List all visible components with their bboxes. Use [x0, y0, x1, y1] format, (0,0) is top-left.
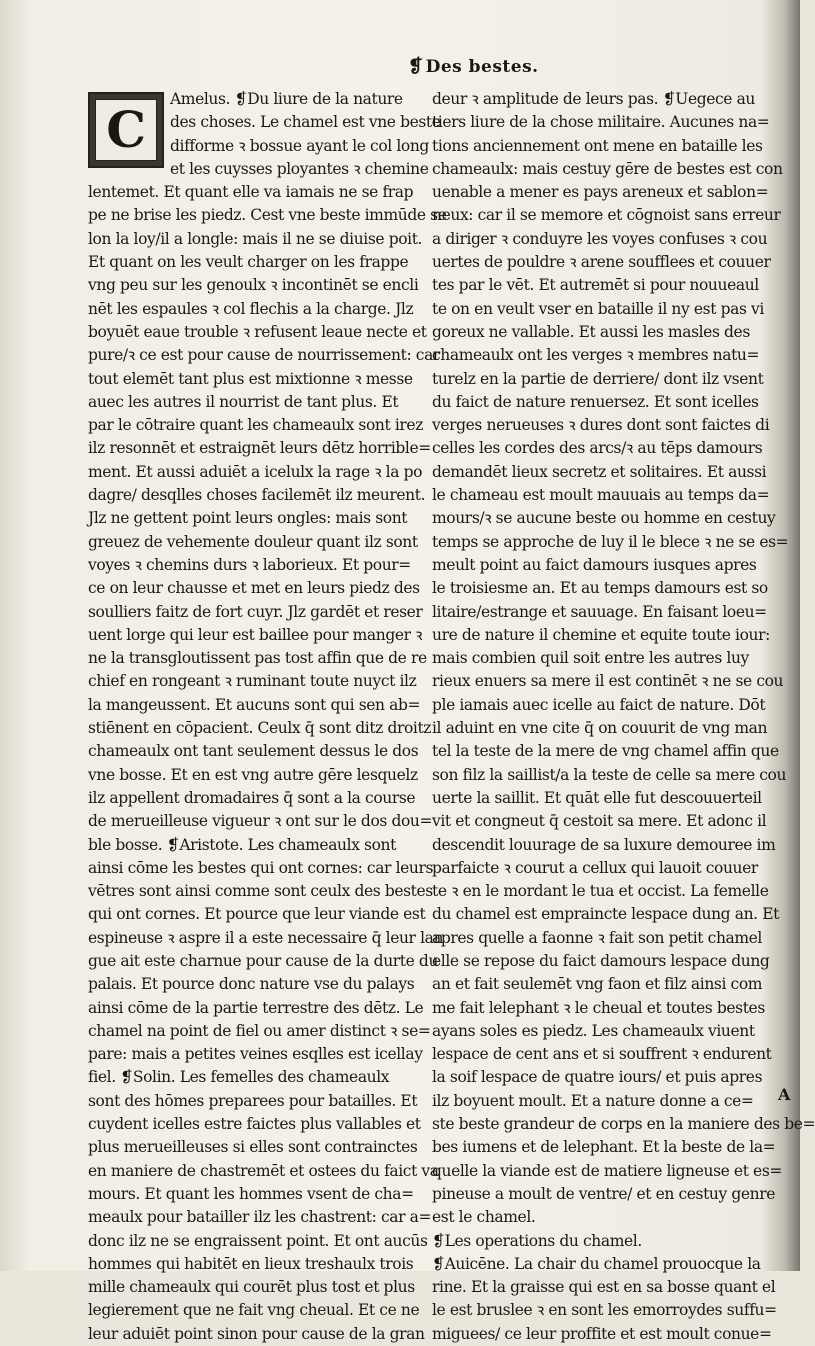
text-line: miguees/ ce leur proffite et est moult conue= — [432, 1324, 772, 1343]
text-line: par le cōtraire quant les chameaulx sont irez — [88, 416, 423, 435]
text-line: chief en rongeant ꝛ ruminant toute nuyct ilz — [88, 672, 417, 691]
text-line: ayans soles es piedz. Les chameaulx viuent — [432, 1021, 755, 1040]
text-line: tel la teste de la mere de vng chamel affin que — [432, 742, 779, 761]
text-line: uent lorge qui leur est baillee pour manger ꝛ — [88, 625, 423, 644]
text-line: la mangeussent. Et aucuns sont qui sen ab= — [88, 695, 421, 714]
text-line: de merueilleuse vigueur ꝛ ont sur le dos dou= — [88, 812, 433, 831]
text-line: ble bosse. ❡Aristote. Les chameaulx sont — [88, 835, 396, 854]
text-line: litaire/estrange et sauuage. En faisant loeu= — [432, 602, 767, 621]
text-line: mours. Et quant les hommes vsent de cha= — [88, 1184, 414, 1203]
pilcrow-icon: ❡ — [408, 56, 424, 77]
text-line: vng peu sur les genoulx ꝛ incontinēt se encli — [88, 276, 419, 295]
text-line: leur aduiēt point sinon pour cause de la gran — [88, 1324, 425, 1343]
text-line: il aduint en vne cite q̄ on couurit de vng man — [432, 719, 768, 738]
decorated-initial — [88, 92, 164, 168]
text-line: bes iumens et de lelephant. Et la beste de la= — [432, 1138, 776, 1157]
text-line: donc ilz ne se engraissent point. Et ont aucūs — [88, 1231, 428, 1250]
text-line: hommes qui habitēt en lieux treshaulx trois — [88, 1254, 414, 1273]
running-head-text: Des bestes. — [425, 57, 539, 77]
text-line: tions anciennement ont mene en bataille les — [432, 136, 763, 155]
text-line: meult point au faict damours iusques apres — [432, 555, 757, 574]
text-line: des choses. Le chamel est vne beste — [170, 113, 441, 132]
text-line: uertes de pouldre ꝛ arene soufflees et couuer — [432, 253, 771, 272]
text-line: pare: mais a petites veines esqlles est icellay — [88, 1045, 423, 1064]
text-line: ment. Et aussi aduiēt a icelulx la rage ꝛ la po — [88, 462, 423, 481]
text-line: le troisiesme an. Et au temps damours est so — [432, 579, 768, 598]
text-line: ple iamais auec icelle au faict de nature. Dōt — [432, 695, 766, 714]
text-line: pure/ꝛ ce est pour cause de nourrissement: car — [88, 346, 440, 365]
text-line: fiel. ❡Solin. Les femelles des chameaulx — [88, 1068, 390, 1087]
text-line: tout elemēt tant plus est mixtionne ꝛ messe — [88, 369, 413, 388]
text-line: est le chamel. — [432, 1208, 536, 1227]
text-line: le est bruslee ꝛ en sont les emorroydes suffu= — [432, 1301, 777, 1320]
text-line: verges nerueuses ꝛ dures dont sont faictes di — [432, 416, 770, 435]
text-line: stiēnent en cōpacient. Ceulx q̄ sont ditz droitz — [88, 719, 432, 738]
text-line: ce on leur chausse et met en leurs piedz des — [88, 579, 420, 598]
margin-letter: A — [778, 1085, 791, 1104]
text-line: turelz en la partie de derriere/ dont ilz vsent — [432, 369, 764, 388]
text-line: meaulx pour batailler ilz les chastrent: car a= — [88, 1208, 432, 1227]
text-line: soulliers faitz de fort cuyr. Jlz gardēt et reser — [88, 602, 423, 621]
text-line: son filz la saillist/a la teste de celle sa mere cou — [432, 765, 787, 784]
text-line: quelle la viande est de matiere ligneuse et es= — [432, 1161, 782, 1180]
text-line: deur ꝛ amplitude de leurs pas. ❡Uegece au — [432, 90, 756, 108]
text-line: rine. Et la graisse qui est en sa bosse quant el — [432, 1278, 776, 1297]
text-line: dagre/ desqlles choses facilemēt ilz meurent. — [88, 486, 426, 505]
text-line: nēt les espaules ꝛ col flechis a la charge. Jlz — [88, 299, 414, 318]
text-line: chameaulx ont les verges ꝛ membres natu= — [432, 346, 760, 365]
text-line: an et fait seulemēt vng faon et filz ainsi com — [432, 975, 763, 994]
text-line: ilz appellent dromadaires q̄ sont a la course — [88, 788, 416, 807]
text-line: cuydent icelles estre faictes plus vallables et — [88, 1115, 421, 1134]
text-line: lespace de cent ans et si souffrent ꝛ endurent — [432, 1045, 772, 1064]
text-line: lon la loy/il a longle: mais il ne se diuise poit. — [88, 229, 423, 248]
text-line: temps se approche de luy il le blece ꝛ ne se es= — [432, 532, 789, 551]
text-line: ainsi cōme les bestes qui ont cornes: car leurs — [88, 858, 434, 877]
text-line: boyuēt eaue trouble ꝛ refusent leaue necte et — [88, 322, 427, 341]
text-line: palais. Et pource donc nature vse du palays — [88, 975, 415, 994]
text-line: vne bosse. Et en est vng autre gēre lesquelz — [88, 765, 418, 784]
text-line: vit et congneut q̄ cestoit sa mere. Et adonc il — [432, 812, 767, 831]
text-line: lentemet. Et quant elle va iamais ne se frap — [88, 183, 414, 202]
text-line: mille chameaulx qui courēt plus tost et plus — [88, 1278, 415, 1297]
text-line: du chamel est empraincte lespace dung an. Et — [432, 905, 779, 924]
text-line: uerte la saillit. Et quāt elle fut descouuerteil — [432, 788, 762, 807]
text-line: rieux enuers sa mere il est continēt ꝛ ne se cou — [432, 672, 784, 691]
text-line: ❡Les operations du chamel. — [432, 1231, 642, 1250]
right-column — [432, 88, 815, 1346]
drop-cap-letter: C — [95, 99, 157, 161]
text-line: Et quant on les veult charger on les frappe — [88, 253, 409, 272]
text-line: uenable a mener es pays areneux et sablon= — [432, 183, 769, 202]
text-line: ilz boyuent moult. Et a nature donne a ce= — [432, 1091, 754, 1110]
text-line: goreux ne vallable. Et aussi les masles des — [432, 322, 750, 341]
text-line: te on en veult vser en bataille il ny est pas vi — [432, 299, 764, 318]
text-line: difforme ꝛ bossue ayant le col long — [170, 136, 429, 155]
text-line: legierement que ne fait vng cheual. Et ce ne — [88, 1301, 420, 1320]
text-line: apres quelle a faonne ꝛ fait son petit chamel — [432, 928, 762, 947]
text-line: chameaulx ont tant seulement dessus le dos — [88, 742, 419, 761]
text-line: plus merueilleuses si elles sont contrainctes — [88, 1138, 418, 1157]
text-line: elle se repose du faict damours lespace dung — [432, 951, 770, 970]
text-line: sont des hōmes preparees pour batailles. Et — [88, 1091, 418, 1110]
text-line: tes par le vēt. Et autremēt si pour nouueaul — [432, 276, 759, 295]
text-line: du faict de nature renuersez. Et sont icelles — [432, 392, 759, 411]
running-head — [408, 56, 539, 77]
text-line: le chameau est moult mauuais au temps da= — [432, 486, 770, 505]
text-line: la soif lespace de quatre iours/ et puis apres — [432, 1068, 763, 1087]
text-line: Amelus. ❡Du liure de la nature — [170, 90, 403, 108]
text-line: ainsi cōme de la partie terrestre des dētz. Le — [88, 998, 424, 1017]
text-line: ❡Auicēne. La chair du chamel prouocque la — [432, 1254, 761, 1273]
text-line: mours/ꝛ se aucune beste ou homme en cestuy — [432, 509, 776, 528]
text-line: te ꝛ en le mordant le tua et occist. La femelle — [432, 882, 769, 901]
text-line: demandēt lieux secretz et solitaires. Et aussi — [432, 462, 767, 481]
text-line: espineuse ꝛ aspre il a este necessaire q̄ leur lan — [88, 928, 444, 947]
text-line: me fait lelephant ꝛ le cheual et toutes bestes — [432, 998, 765, 1017]
left-column — [88, 88, 447, 1346]
text-line: parfaicte ꝛ courut a cellux qui lauoit couuer — [432, 858, 758, 877]
text-line: pineuse a moult de ventre/ et en cestuy genre — [432, 1184, 776, 1203]
text-line: et les cuysses ployantes ꝛ chemine — [170, 159, 429, 178]
text-line: ure de nature il chemine et equite toute iour: — [432, 625, 770, 644]
text-line: gue ait este charnue pour cause de la durte du — [88, 951, 439, 970]
text-line: qui ont cornes. Et pource que leur viande est — [88, 905, 426, 924]
text-line: voyes ꝛ chemins durs ꝛ laborieux. Et pour= — [88, 555, 411, 574]
text-line: chamel na point de fiel ou amer distinct ꝛ se= — [88, 1021, 431, 1040]
text-line: tiers liure de la chose militaire. Aucunes na= — [432, 113, 770, 132]
text-line: chameaulx: mais cestuy gēre de bestes est con — [432, 159, 783, 178]
text-line: celles les cordes des arcs/ꝛ au tēps damours — [432, 439, 763, 458]
text-line: ste beste grandeur de corps en la maniere des be= — [432, 1115, 815, 1134]
text-line: Jlz ne gettent point leurs ongles: mais sont — [88, 509, 408, 528]
text-line: descendit louurage de sa luxure demouree im — [432, 835, 776, 854]
text-line: mais combien quil soit entre les autres luy — [432, 649, 749, 668]
text-line: neux: car il se memore et cōgnoist sans erreur — [432, 206, 781, 225]
text-line: ilz resonnēt et estraignēt leurs dētz horrible= — [88, 439, 431, 458]
text-line: en maniere de chastremēt et ostees du faict va — [88, 1161, 439, 1180]
text-line: ne la transgloutissent pas tost affin que de re — [88, 649, 427, 668]
text-line: auec les autres il nourrist de tant plus. Et — [88, 392, 399, 411]
text-line: vētres sont ainsi comme sont ceulx des bestes — [88, 882, 433, 901]
text-line: a diriger ꝛ conduyre les voyes confuses ꝛ cou — [432, 229, 768, 248]
text-line: greuez de vehemente douleur quant ilz sont — [88, 532, 418, 551]
text-line: pe ne brise les piedz. Cest vne beste immūde se — [88, 206, 447, 225]
